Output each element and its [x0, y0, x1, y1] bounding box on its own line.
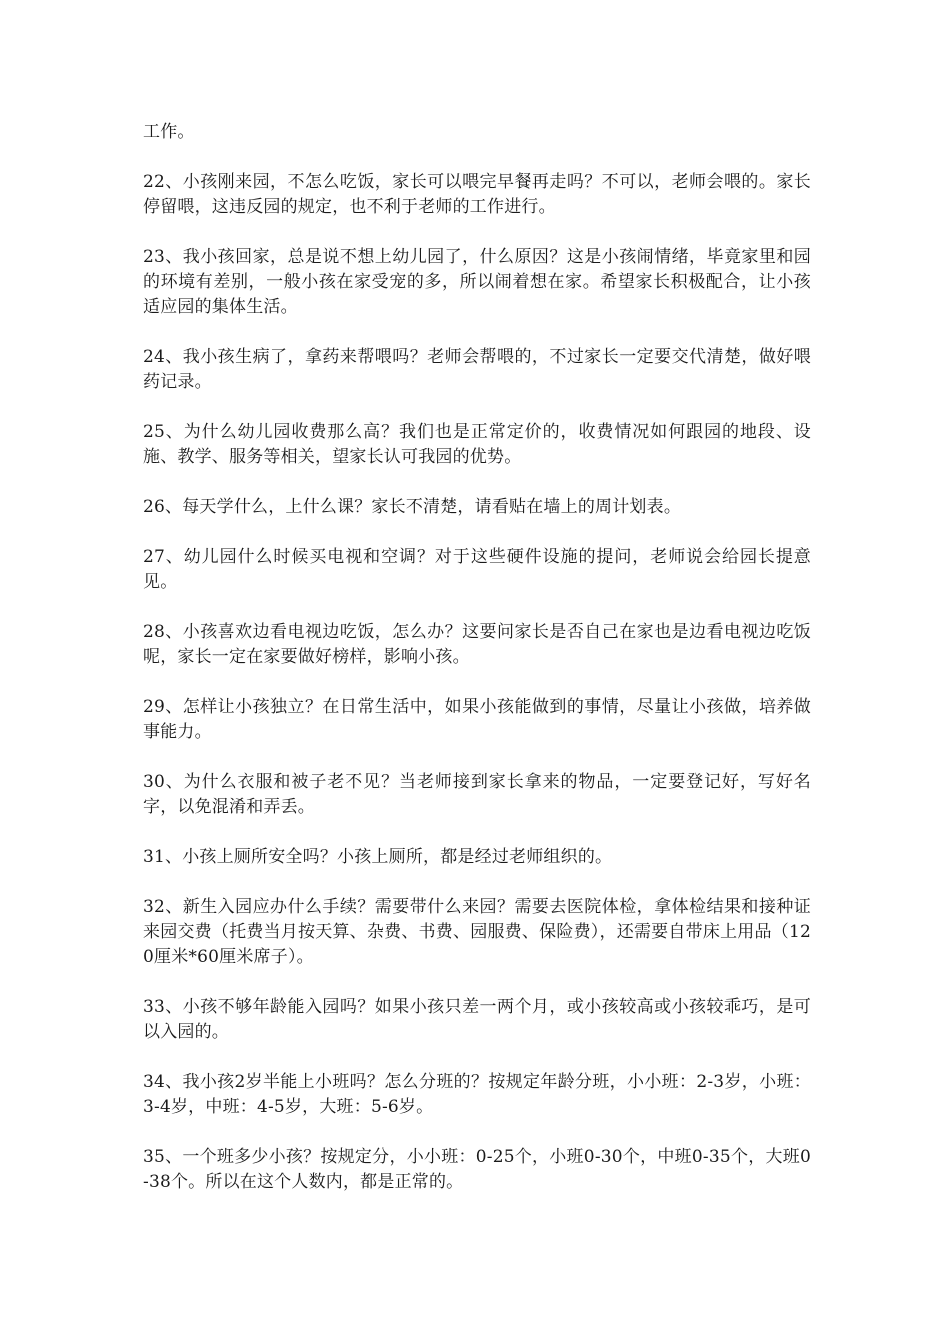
faq-item-29: 29、怎样让小孩独立？在日常生活中，如果小孩能做到的事情，尽量让小孩做，培养做事能力。 — [143, 697, 811, 742]
faq-item-33: 33、小孩不够年龄能入园吗？如果小孩只差一两个月，或小孩较高或小孩较乖巧，是可以入园的。 — [143, 997, 811, 1042]
faq-item-30: 30、为什么衣服和被子老不见？当老师接到家长拿来的物品，一定要登记好，写好名字，以免混淆和弄丢。 — [143, 772, 811, 817]
faq-item-31: 31、小孩上厕所安全吗？小孩上厕所，都是经过老师组织的。 — [143, 847, 613, 867]
faq-item-35: 35、一个班多少小孩？按规定分，小小班：0-25个，小班0-30个，中班0-35个，大班0-38个。所以在这个人数内，都是正常的。 — [143, 1147, 811, 1192]
faq-item-25: 25、为什么幼儿园收费那么高？我们也是正常定价的，收费情况如何跟园的地段、设施、教学、服务等相关，望家长认可我园的优势。 — [143, 422, 811, 467]
faq-item-26: 26、每天学什么，上什么课？家长不清楚，请看贴在墙上的周计划表。 — [143, 497, 682, 517]
faq-item-27: 27、幼儿园什么时候买电视和空调？对于这些硬件设施的提问，老师说会给园长提意见。 — [143, 547, 811, 592]
faq-item-22: 22、小孩刚来园，不怎么吃饭，家长可以喂完早餐再走吗？不可以，老师会喂的。家长停留喂，这违反园的规定，也不利于老师的工作进行。 — [143, 172, 811, 217]
document-body — [143, 120, 811, 1220]
paragraph-continuation: 工作。 — [143, 122, 195, 142]
faq-item-24: 24、我小孩生病了，拿药来帮喂吗？老师会帮喂的，不过家长一定要交代清楚，做好喂药记录。 — [143, 347, 811, 392]
faq-item-23: 23、我小孩回家，总是说不想上幼儿园了，什么原因？这是小孩闹情绪，毕竟家里和园的环境有差别，一般小孩在家受宠的多，所以闹着想在家。希望家长积极配合，让小孩适应园的集体生活。 — [143, 247, 811, 317]
faq-item-28: 28、小孩喜欢边看电视边吃饭，怎么办？这要问家长是否自己在家也是边看电视边吃饭呢，家长一定在家要做好榜样，影响小孩。 — [143, 622, 811, 667]
faq-item-32: 32、新生入园应办什么手续？需要带什么来园？需要去医院体检，拿体检结果和接种证来园交费（托费当月按天算、杂费、书费、园服费、保险费），还需要自带床上用品（120厘米*60厘米席子）。 — [143, 897, 811, 967]
faq-item-34: 34、我小孩2岁半能上小班吗？怎么分班的？按规定年龄分班，小小班：2-3岁，小班：3-4岁，中班：4-5岁，大班：5-6岁。 — [143, 1072, 811, 1117]
